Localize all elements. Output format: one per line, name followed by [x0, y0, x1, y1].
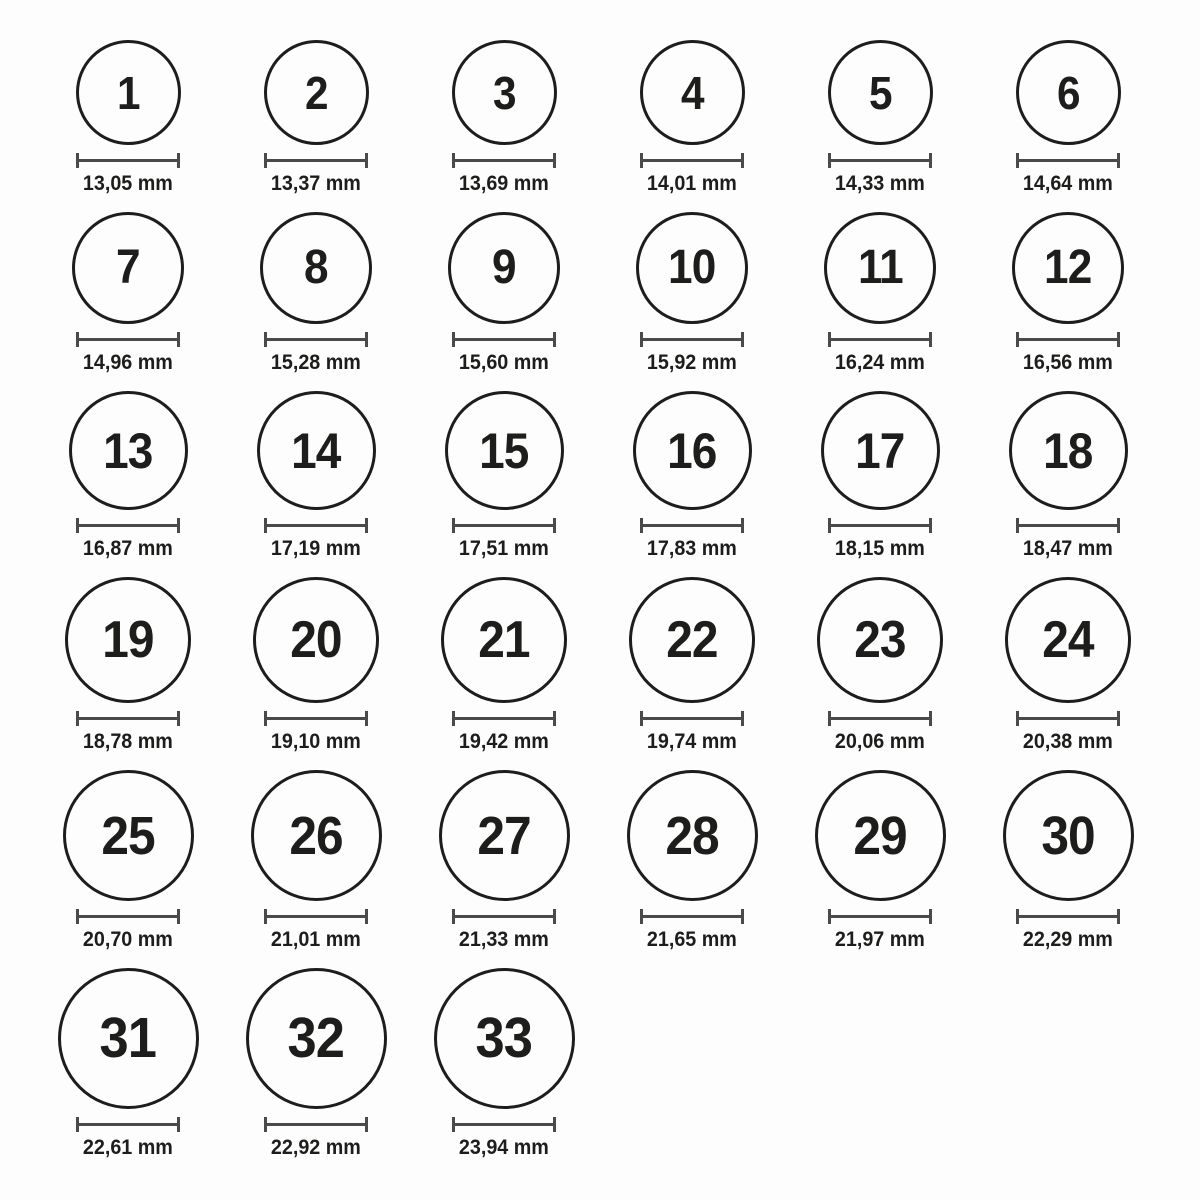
ring-size-cell — [34, 968, 222, 1161]
diameter-measure-line — [264, 1117, 368, 1132]
diameter-label: 14,01 mm — [646, 172, 737, 195]
ring-size-number: 8 — [304, 241, 328, 294]
ring-circle — [439, 770, 570, 901]
ring-size-cell — [974, 770, 1162, 953]
ring-circle — [640, 40, 745, 145]
ring-circle — [1005, 577, 1131, 703]
ring-circle — [817, 577, 943, 703]
ring-size-number: 25 — [101, 805, 155, 866]
diameter-label: 14,33 mm — [834, 172, 925, 195]
ring-circle — [69, 391, 188, 510]
ring-size-number: 24 — [1042, 611, 1094, 669]
ring-circle — [1009, 391, 1128, 510]
diameter-label: 20,70 mm — [82, 928, 173, 951]
ring-size-cell — [410, 770, 598, 953]
ring-size-cell — [974, 391, 1162, 562]
ring-size-number: 19 — [102, 611, 154, 669]
ring-circle — [260, 212, 372, 324]
ring-circle — [821, 391, 940, 510]
diameter-measure-line — [76, 909, 180, 924]
diameter-label: 23,94 mm — [458, 1136, 549, 1159]
diameter-measure-line — [1016, 711, 1120, 726]
ring-size-cell — [410, 391, 598, 562]
diameter-label: 14,96 mm — [82, 351, 173, 374]
ring-size-number: 5 — [868, 66, 892, 119]
ring-circle — [445, 391, 564, 510]
ring-circle — [246, 968, 387, 1109]
diameter-measure-line — [452, 153, 556, 168]
diameter-measure-line — [264, 332, 368, 347]
diameter-label: 21,33 mm — [458, 928, 549, 951]
ring-size-cell — [598, 212, 786, 376]
ring-size-number: 10 — [668, 241, 716, 294]
diameter-measure-line — [452, 518, 556, 533]
ring-size-cell — [222, 391, 410, 562]
ring-circle — [1012, 212, 1124, 324]
diameter-label: 16,24 mm — [834, 351, 925, 374]
diameter-measure-line — [828, 909, 932, 924]
ring-size-number: 2 — [304, 66, 328, 119]
ring-size-cell — [410, 577, 598, 755]
ring-size-number: 18 — [1043, 422, 1093, 479]
diameter-measure-line — [1016, 909, 1120, 924]
diameter-measure-line — [264, 518, 368, 533]
ring-circle — [636, 212, 748, 324]
diameter-label: 22,61 mm — [82, 1136, 173, 1159]
ring-size-number: 26 — [289, 805, 343, 866]
ring-size-number: 7 — [116, 241, 140, 294]
diameter-measure-line — [264, 153, 368, 168]
ring-size-number: 3 — [492, 66, 516, 119]
diameter-label: 13,69 mm — [458, 172, 549, 195]
ring-size-cell — [410, 212, 598, 376]
diameter-measure-line — [452, 332, 556, 347]
diameter-label: 14,64 mm — [1022, 172, 1113, 195]
diameter-label: 22,92 mm — [270, 1136, 361, 1159]
ring-circle — [253, 577, 379, 703]
ring-circle — [63, 770, 194, 901]
diameter-measure-line — [640, 909, 744, 924]
diameter-measure-line — [76, 518, 180, 533]
diameter-label: 19,74 mm — [646, 730, 737, 753]
ring-size-cell — [786, 40, 974, 197]
diameter-label: 17,19 mm — [270, 537, 361, 560]
ring-size-number: 4 — [680, 66, 704, 119]
ring-size-number: 20 — [290, 611, 342, 669]
ring-circle — [448, 212, 560, 324]
diameter-measure-line — [640, 518, 744, 533]
diameter-label: 21,97 mm — [834, 928, 925, 951]
ring-size-number: 33 — [475, 1006, 533, 1070]
diameter-measure-line — [452, 711, 556, 726]
ring-size-number: 28 — [665, 805, 719, 866]
ring-size-cell — [34, 770, 222, 953]
ring-size-cell — [974, 40, 1162, 197]
diameter-label: 21,01 mm — [270, 928, 361, 951]
diameter-label: 17,83 mm — [646, 537, 737, 560]
diameter-measure-line — [76, 153, 180, 168]
ring-size-cell — [786, 212, 974, 376]
diameter-label: 18,15 mm — [834, 537, 925, 560]
ring-size-number: 30 — [1041, 805, 1095, 866]
ring-size-cell — [222, 40, 410, 197]
ring-circle — [434, 968, 575, 1109]
diameter-measure-line — [1016, 153, 1120, 168]
ring-circle — [72, 212, 184, 324]
ring-circle — [58, 968, 199, 1109]
ring-circle — [633, 391, 752, 510]
diameter-label: 22,29 mm — [1022, 928, 1113, 951]
ring-size-number: 21 — [478, 611, 530, 669]
ring-size-number: 22 — [666, 611, 718, 669]
ring-size-number: 1 — [116, 66, 140, 119]
ring-size-number: 12 — [1044, 241, 1092, 294]
ring-circle — [824, 212, 936, 324]
ring-size-cell — [974, 212, 1162, 376]
ring-circle — [257, 391, 376, 510]
ring-size-number: 14 — [291, 422, 341, 479]
diameter-measure-line — [1016, 518, 1120, 533]
ring-circle — [441, 577, 567, 703]
ring-circle — [76, 40, 181, 145]
diameter-label: 15,28 mm — [270, 351, 361, 374]
ring-size-number: 9 — [492, 241, 516, 294]
ring-size-number: 16 — [667, 422, 717, 479]
diameter-measure-line — [1016, 332, 1120, 347]
diameter-label: 21,65 mm — [646, 928, 737, 951]
ring-circle — [627, 770, 758, 901]
ring-size-cell — [34, 577, 222, 755]
diameter-measure-line — [264, 909, 368, 924]
ring-size-number: 29 — [853, 805, 907, 866]
ring-size-cell — [598, 770, 786, 953]
ring-size-cell — [222, 770, 410, 953]
ring-size-number: 17 — [855, 422, 905, 479]
ring-size-cell — [598, 391, 786, 562]
ring-size-number: 6 — [1056, 66, 1080, 119]
ring-size-number: 11 — [857, 241, 903, 294]
diameter-label: 16,87 mm — [82, 537, 173, 560]
ring-size-cell — [974, 577, 1162, 755]
diameter-measure-line — [640, 153, 744, 168]
ring-circle — [1016, 40, 1121, 145]
diameter-measure-line — [828, 711, 932, 726]
ring-size-cell — [598, 40, 786, 197]
diameter-measure-line — [264, 711, 368, 726]
ring-size-cell — [34, 212, 222, 376]
ring-size-cell — [786, 577, 974, 755]
diameter-measure-line — [640, 332, 744, 347]
diameter-measure-line — [76, 1117, 180, 1132]
ring-circle — [629, 577, 755, 703]
ring-size-cell — [222, 968, 410, 1161]
diameter-label: 15,92 mm — [646, 351, 737, 374]
ring-circle — [828, 40, 933, 145]
ring-size-number: 31 — [99, 1006, 157, 1070]
ring-size-cell — [410, 968, 598, 1161]
diameter-label: 13,37 mm — [270, 172, 361, 195]
diameter-label: 17,51 mm — [458, 537, 549, 560]
diameter-label: 13,05 mm — [82, 172, 173, 195]
diameter-label: 18,78 mm — [82, 730, 173, 753]
diameter-label: 20,38 mm — [1022, 730, 1113, 753]
ring-size-number: 23 — [854, 611, 906, 669]
diameter-measure-line — [452, 1117, 556, 1132]
ring-size-cell — [222, 212, 410, 376]
ring-size-cell — [410, 40, 598, 197]
ring-size-cell — [786, 770, 974, 953]
diameter-measure-line — [828, 518, 932, 533]
ring-circle — [65, 577, 191, 703]
ring-circle — [264, 40, 369, 145]
diameter-measure-line — [452, 909, 556, 924]
diameter-label: 19,10 mm — [270, 730, 361, 753]
ring-size-cell — [34, 391, 222, 562]
diameter-label: 20,06 mm — [834, 730, 925, 753]
diameter-measure-line — [828, 153, 932, 168]
ring-size-number: 13 — [103, 422, 153, 479]
diameter-measure-line — [828, 332, 932, 347]
ring-size-number: 27 — [477, 805, 531, 866]
ring-circle — [815, 770, 946, 901]
diameter-measure-line — [640, 711, 744, 726]
diameter-label: 15,60 mm — [458, 351, 549, 374]
diameter-label: 16,56 mm — [1022, 351, 1113, 374]
ring-size-cell — [598, 577, 786, 755]
diameter-measure-line — [76, 332, 180, 347]
ring-size-cell — [222, 577, 410, 755]
ring-size-cell — [34, 40, 222, 197]
ring-circle — [251, 770, 382, 901]
diameter-label: 18,47 mm — [1022, 537, 1113, 560]
ring-size-cell — [786, 391, 974, 562]
ring-circle — [452, 40, 557, 145]
diameter-label: 19,42 mm — [458, 730, 549, 753]
diameter-measure-line — [76, 711, 180, 726]
ring-size-number: 15 — [479, 422, 529, 479]
ring-size-number: 32 — [287, 1006, 345, 1070]
ring-circle — [1003, 770, 1134, 901]
